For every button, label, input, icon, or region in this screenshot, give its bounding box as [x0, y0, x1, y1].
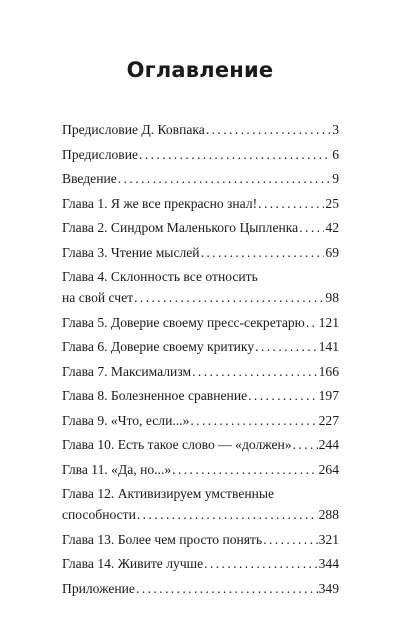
toc-entry-line	[62, 119, 339, 140]
toc-entry-title: Глава 10. Есть такое слово — «должен»	[62, 437, 292, 452]
dot-leader	[248, 385, 317, 406]
toc-entry-title: Глава 3. Чтение мыслей	[62, 244, 200, 260]
dot-leader	[172, 459, 317, 480]
dot-leader	[190, 410, 317, 431]
toc-entry-line	[62, 193, 339, 214]
toc-entry-line	[62, 168, 339, 189]
dot-leader	[118, 168, 331, 189]
toc-entry-title: Глава 2. Синдром Маленького Цыпленка	[62, 220, 299, 235]
toc-entry-title: Приложение	[62, 580, 135, 596]
toc-entry-line	[62, 336, 339, 357]
toc-entry	[62, 434, 339, 455]
toc-page-number: 244	[318, 437, 339, 452]
dot-leader	[204, 553, 317, 574]
dot-leader	[255, 336, 317, 357]
dot-leader	[263, 529, 317, 550]
dot-leader	[306, 312, 318, 333]
toc-entry	[62, 529, 339, 550]
toc-page-number: 69	[325, 244, 339, 260]
toc-entry-title: Глава 1. Я же все прекрасно знал!	[62, 195, 258, 211]
toc-entry-title: на свой счет	[62, 290, 134, 305]
toc-entry-line	[62, 385, 339, 406]
toc-entry	[62, 119, 339, 140]
dot-leader	[201, 242, 325, 263]
toc-page-number: 42	[325, 220, 339, 235]
toc-entry	[62, 144, 339, 165]
toc-entry-line	[62, 144, 339, 165]
toc-entry-title: Предисловие Д. Ковпака	[62, 122, 205, 137]
toc-page-number: 288	[318, 507, 339, 522]
toc-entry	[62, 312, 339, 333]
toc-entry-line	[62, 434, 339, 455]
toc-page-number: 166	[318, 363, 339, 379]
toc-page-number: 121	[318, 314, 339, 330]
toc-page-number: 321	[318, 531, 339, 547]
toc-page-number: 344	[318, 556, 339, 571]
toc-page-number: 6	[332, 146, 339, 162]
toc-entry-title-line: Глава 12. Активизируем умственные	[62, 486, 275, 501]
toc-page-number: 25	[325, 195, 339, 211]
toc-entry-line	[62, 361, 339, 382]
toc-entry-line	[62, 312, 339, 333]
page-title: Оглавление	[126, 58, 274, 82]
toc-entry	[62, 385, 339, 406]
toc-entry	[62, 553, 339, 574]
dot-leader	[299, 217, 324, 238]
toc-entry-line	[62, 504, 339, 525]
toc-entry	[62, 361, 339, 382]
dot-leader	[136, 578, 318, 599]
toc-entry	[62, 336, 339, 357]
toc-entry-title-line: Глава 4. Склонность все относить	[62, 269, 258, 284]
toc-entry-title: способности	[62, 507, 136, 522]
toc-entry	[62, 410, 339, 431]
toc-entry-line	[62, 553, 339, 574]
toc-entry-line	[62, 217, 339, 238]
toc-entry	[62, 578, 339, 599]
toc-entry-line	[62, 242, 339, 263]
toc-page-number: 349	[318, 580, 339, 596]
toc-page-number: 141	[318, 339, 339, 354]
toc-entry-title: Глава 6. Доверие своему критику	[62, 339, 255, 354]
toc-entry	[62, 168, 339, 189]
toc-page-number: 3	[332, 122, 339, 137]
dot-leader	[258, 193, 324, 214]
toc-page-number: 98	[325, 290, 339, 305]
toc-entry-title: Введение	[62, 171, 117, 186]
dot-leader	[139, 144, 331, 165]
toc-page-number: 9	[332, 171, 339, 186]
toc-entry-line	[62, 529, 339, 550]
toc-entry-line	[62, 287, 339, 308]
toc-page-number: 227	[318, 412, 339, 428]
toc-entry	[62, 483, 339, 525]
toc-entry	[62, 266, 339, 308]
toc-entry	[62, 217, 339, 238]
toc-entry-title: Предисловие	[62, 146, 139, 162]
dot-leader	[192, 361, 317, 382]
toc-entry-title: Глва 11. «Да, но...»	[62, 461, 172, 477]
toc-entry-title: Глава 8. Болезненное сравнение	[62, 388, 248, 403]
toc-entry-line	[62, 578, 339, 599]
dot-leader	[206, 119, 331, 140]
toc-entry-title: Глава 14. Живите лучше	[62, 556, 204, 571]
dot-leader	[134, 287, 324, 308]
toc-entry-title: Глава 9. «Что, если...»	[62, 412, 190, 428]
dot-leader	[293, 434, 318, 455]
toc-entry-line	[62, 410, 339, 431]
toc-entry-title: Глава 13. Более чем просто понять	[62, 531, 263, 547]
toc-entry	[62, 193, 339, 214]
toc-entry-line	[62, 459, 339, 480]
toc-entry	[62, 242, 339, 263]
toc-page-number: 264	[318, 461, 339, 477]
toc-page-number: 197	[318, 388, 339, 403]
toc-entry-title: Глава 7. Максимализм	[62, 363, 192, 379]
toc-entry	[62, 459, 339, 480]
toc-entry-title: Глава 5. Доверие своему пресс-секретарю	[62, 314, 305, 330]
table-of-contents	[62, 119, 339, 602]
dot-leader	[137, 504, 318, 525]
